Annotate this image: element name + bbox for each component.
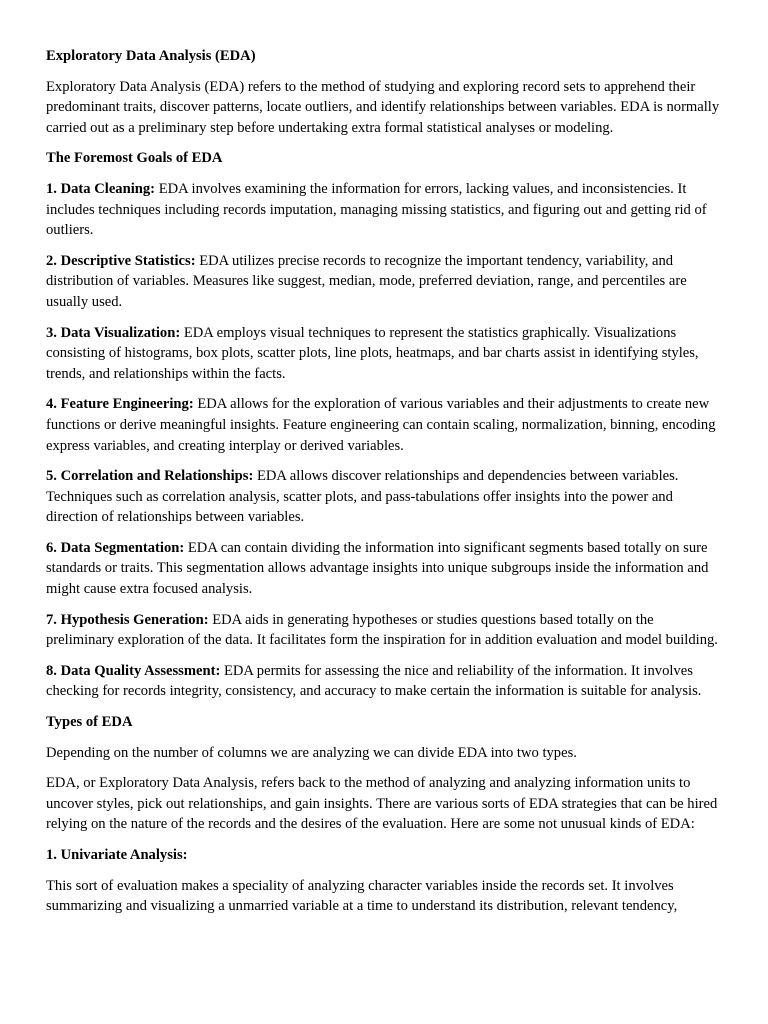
goal-title: 6. Data Segmentation: (46, 539, 185, 556)
goal-item (46, 661, 724, 702)
goal-title: 7. Hypothesis Generation: (46, 611, 209, 628)
goal-item (46, 538, 724, 600)
goal-text: EDA allows for the exploration of various variables and their adjustments to create new functions or derive meaningful insights. Feature engineering can contain scaling, normalization, binning, encoding express variables, and creating interplay or derived variables. (46, 396, 716, 454)
goal-title: 8. Data Quality Assessment: (46, 662, 221, 679)
goal-item (46, 394, 724, 456)
goal-text: EDA employs visual techniques to represent the statistics graphically. Visualizations consisting of histograms, box plots, scatter plots, line plots, heatmaps, and bar charts assist in identifying styles, trends, and relationships within the facts. (46, 324, 699, 382)
goal-item (46, 251, 724, 313)
goal-text: EDA permits for assessing the nice and reliability of the information. It involves checking for records integrity, consistency, and accuracy to make certain the information is suitable for analysis. (46, 662, 702, 700)
goal-item (46, 323, 724, 385)
univariate-paragraph: This sort of evaluation makes a speciality of analyzing character variables inside the records set. It involves summarizing and visualizing a unmarried variable at a time to understand its distribution, relevant tendency, (46, 877, 678, 915)
types-description-paragraph: EDA, or Exploratory Data Analysis, refers back to the method of analyzing and analyzing information units to uncover styles, pick out relationships, and gain insights. There are various sorts of EDA strategies that can be hired relying on the nature of the records and the desires of the evaluation. Here are some not unusual kinds of EDA: (46, 775, 718, 833)
univariate-heading: 1. Univariate Analysis: (46, 847, 188, 863)
goal-item (46, 179, 724, 241)
goals-heading: The Foremost Goals of EDA (46, 150, 223, 167)
goal-title: 4. Feature Engineering: (46, 396, 194, 413)
goal-item (46, 466, 724, 528)
types-intro-paragraph: Depending on the number of columns we are analyzing we can divide EDA into two types. (46, 744, 577, 761)
goal-text: EDA can contain dividing the information into significant segments based totally on sure standards or traits. This segmentation allows advantage insights into unique subgroups inside the information and might cause extra focused analysis. (46, 539, 709, 598)
goal-text: EDA utilizes precise records to recognize the important tendency, variability, and distribution of variables. Measures like suggest, median, mode, preferred deviation, range, and percentiles are usually used. (46, 252, 687, 310)
goal-text: EDA involves examining the information for errors, lacking values, and inconsistencies. It includes techniques including records imputation, managing missing statistics, and figuring out and getting rid of outliers. (46, 180, 707, 239)
document-title: Exploratory Data Analysis (EDA) (46, 48, 256, 64)
types-heading: Types of EDA (46, 714, 133, 731)
goal-title: 1. Data Cleaning: (46, 180, 156, 197)
goal-item (46, 610, 724, 651)
goal-title: 5. Correlation and Relationships: (46, 468, 254, 485)
intro-paragraph: Exploratory Data Analysis (EDA) refers to the method of studying and exploring record sets to apprehend their predominant traits, discover patterns, locate outliers, and identify relationships between variables. EDA is normally carried out as a preliminary step before undertaking extra formal statistical analyses or modeling. (46, 78, 720, 136)
goal-title: 3. Data Visualization: (46, 324, 181, 341)
goal-title: 2. Descriptive Statistics: (46, 252, 196, 269)
goal-text: EDA allows discover relationships and dependencies between variables. Techniques such as correlation analysis, scatter plots, and pass-tabulations offer insights into the power and direction of relationships between variables. (46, 468, 679, 526)
goal-text: EDA aids in generating hypotheses or studies questions based totally on the preliminary exploration of the data. It facilitates form the inspiration for in addition evaluation and model building. (46, 611, 718, 649)
